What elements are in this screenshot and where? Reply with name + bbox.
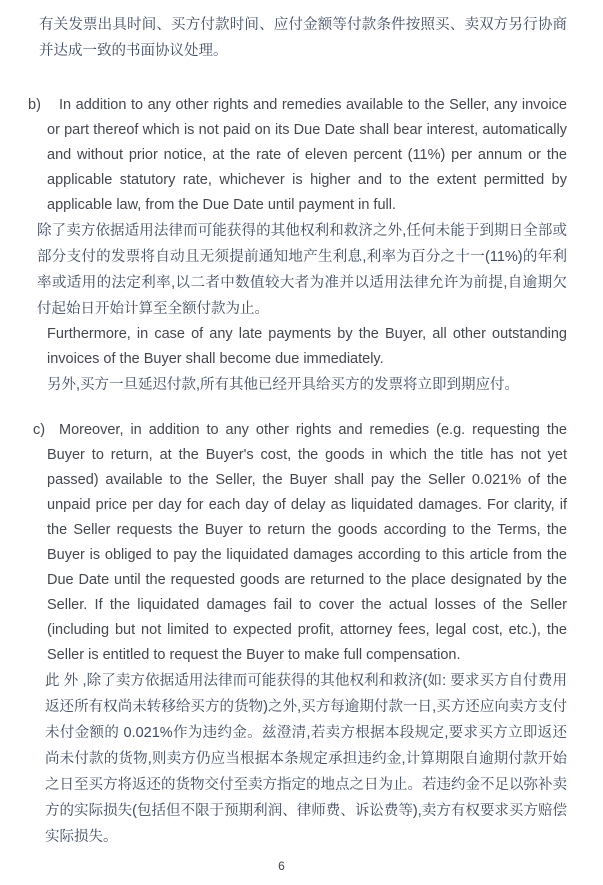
clause-b-label: b) (28, 97, 41, 113)
clause-c-english-paragraph: Moreover, in addition to any other rights and remedies (e.g. requesting the Buyer to return, at the Buyer's cost, the goods in which the title has not yet passed) available to the Seller, the Buyer shall pay the Seller 0.021% of the unpaid price per day for each day of delay as liquidated damages. For clarity, if the Seller requests the Buyer to return the goods according to the Terms, the Buyer is obliged to pay the liquidated damages according to this article from the Due Date until the requested goods are returned to the place designated by the Seller. If the liquidated damages fail to cover the actual losses of the Seller (including but not limited to expected profit, attorney fees, legal cost, etc.), the Seller is entitled to request the Buyer to make full compensation. (47, 422, 567, 663)
page-content (28, 12, 567, 850)
clause-b-furthermore-english-paragraph: Furthermore, in case of any late payments by the Buyer, all other outstanding invoices of the Buyer shall become due immediately. (47, 326, 567, 367)
clause-item-b (28, 93, 567, 398)
clause-b-chinese-paragraph: 除了卖方依据适用法律而可能获得的其他权利和救济之外,任何未能于到期日全部或部分支付的发票将自动且无须提前通知地产生利息,利率为百分之十一(11%)的年利率或适用的法定利率,以二者中数值较大者为准并以适用法律允许为前提,自逾期欠付起始日开始计算至全额付款为止。 (37, 223, 567, 317)
intro-paragraph-chinese: 有关发票出具时间、买方付款时间、应付金额等付款条件按照买、卖双方另行协商并达成一致的书面协议处理。 (39, 17, 567, 59)
clause-item-c (33, 418, 567, 850)
page-number: 6 (278, 859, 285, 873)
clause-c-chinese-paragraph: 此 外 ,除了卖方依据适用法律而可能获得的其他权利和救济(如: 要求买方自付费用返还所有权尚未转移给买方的货物)之外,买方每逾期付款一日,买方还应向卖方支付未付金额的 0.021%作为违约金。兹澄清,若卖方根据本段规定,要求买方立即返还尚未付款的货物,则卖方仍应当根据本条规定承担违约金,计算期限自逾期付款开始之日至买方将返还的货物交付至卖方指定的地点之日为止。若违约金不足以弥补卖方的实际损失(包括但不限于预期利润、律师费、诉讼费等),卖方有权要求买方赔偿实际损失。 (45, 673, 567, 845)
clause-b-english-paragraph: In addition to any other rights and remedies available to the Seller, any invoice or part thereof which is not paid on its Due Date shall bear interest, automatically and without prior notice, at the rate of eleven percent (11%) per annum or the applicable statutory rate, whichever is higher and to the extent permitted by applicable law, from the Due Date until payment in full. (47, 97, 567, 213)
clause-b-furthermore-chinese-paragraph: 另外,买方一旦延迟付款,所有其他已经开具给买方的发票将立即到期应付。 (47, 377, 520, 393)
clause-c-label: c) (33, 422, 46, 438)
